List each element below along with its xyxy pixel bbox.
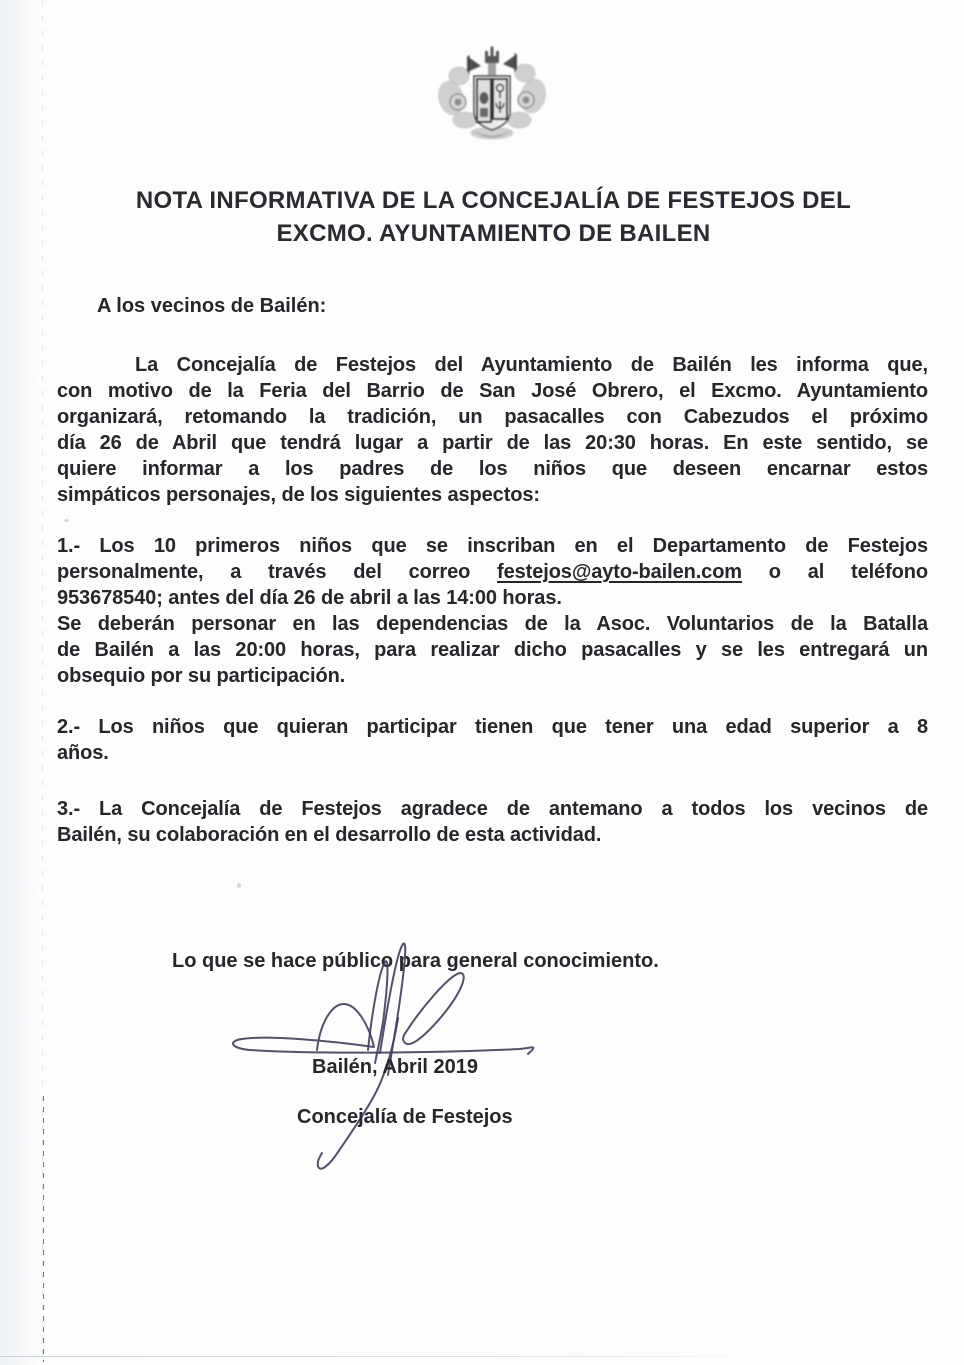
text-segment: 2.- Los niños que quieran participar tienen que tener una edad superior a 8: [57, 716, 928, 738]
salutation: A los vecinos de Bailén:: [97, 295, 327, 317]
body-line: [57, 352, 928, 378]
text-segment: o al teléfono: [742, 561, 928, 583]
document-title-line1: NOTA INFORMATIVA DE LA CONCEJALÍA DE FESTEJOS DEL: [135, 187, 852, 214]
text-segment: día 26 de Abril que tendrá lugar a partir de las 20:30 horas. En este sentido, se: [57, 432, 928, 454]
scan-speck: [237, 883, 241, 888]
email-address: festejos@ayto-bailen.com: [497, 561, 742, 583]
body-line: [57, 714, 928, 740]
text-segment: 3.- La Concejalía de Festejos agradece de antemano a todos los vecinos de: [57, 798, 928, 820]
text-segment: La Concejalía de Festejos del Ayuntamiento de Bailén les informa que,: [135, 354, 928, 376]
text-segment: quiere informar a los padres de los niños que deseen encarnar estos: [57, 458, 928, 480]
body-line: [57, 585, 928, 611]
body-line: [57, 637, 928, 663]
body-line: [57, 559, 928, 585]
document-body: [57, 352, 928, 848]
body-line: [57, 404, 928, 430]
body-line: [57, 482, 928, 508]
paragraph-item-2: [57, 714, 928, 766]
signing-department: Concejalía de Festejos: [297, 1106, 513, 1128]
body-line: [57, 430, 928, 456]
scan-edge-line-bottom: [43, 1096, 44, 1362]
text-segment: 953678540; antes del día 26 de abril a las 14:00 horas.: [57, 587, 562, 609]
closing-statement: Lo que se hace público para general conocimiento.: [172, 950, 659, 972]
text-segment: obsequio por su participación.: [57, 665, 346, 687]
body-line: [57, 663, 928, 689]
text-segment: Bailén, su colaboración en el desarrollo de esta actividad.: [57, 824, 602, 846]
body-line: [57, 611, 928, 637]
body-line: [57, 796, 928, 822]
text-segment: personalmente, a través del correo: [57, 561, 498, 583]
text-segment: de Bailén a las 20:00 horas, para realizar dicho pasacalles y se les entregará un: [57, 639, 928, 661]
text-segment: con motivo de la Feria del Barrio de San José Obrero, el Excmo. Ayuntamiento: [57, 380, 928, 402]
scan-edge-band: [0, 0, 40, 1365]
text-segment: Se deberán personar en las dependencias de la Asoc. Voluntarios de la Batalla: [57, 613, 928, 635]
bailen-coat-of-arms-icon: [436, 46, 548, 142]
document-title: [57, 184, 930, 250]
scan-bottom-edge: [0, 1356, 780, 1357]
text-segment: organizará, retomando la tradición, un pasacalles con Cabezudos el próximo: [57, 406, 928, 428]
paragraph-intro: [57, 352, 928, 508]
body-line: [57, 740, 928, 766]
body-line: [57, 456, 928, 482]
paragraph-item-1: [57, 533, 928, 689]
body-line: [57, 533, 928, 559]
paragraph-item-3: [57, 796, 928, 848]
handwritten-signature: [222, 922, 562, 1182]
text-segment: años.: [57, 742, 109, 764]
document-title-line2: EXCMO. AYUNTAMIENTO DE BAILEN: [276, 220, 711, 247]
text-segment: simpáticos personajes, de los siguientes aspectos:: [57, 484, 540, 506]
text-segment: 1.- Los 10 primeros niños que se inscriban en el Departamento de Festejos: [57, 535, 928, 557]
body-line: [57, 822, 928, 848]
place-and-date: Bailén, Abril 2019: [312, 1056, 478, 1078]
body-line: [57, 378, 928, 404]
